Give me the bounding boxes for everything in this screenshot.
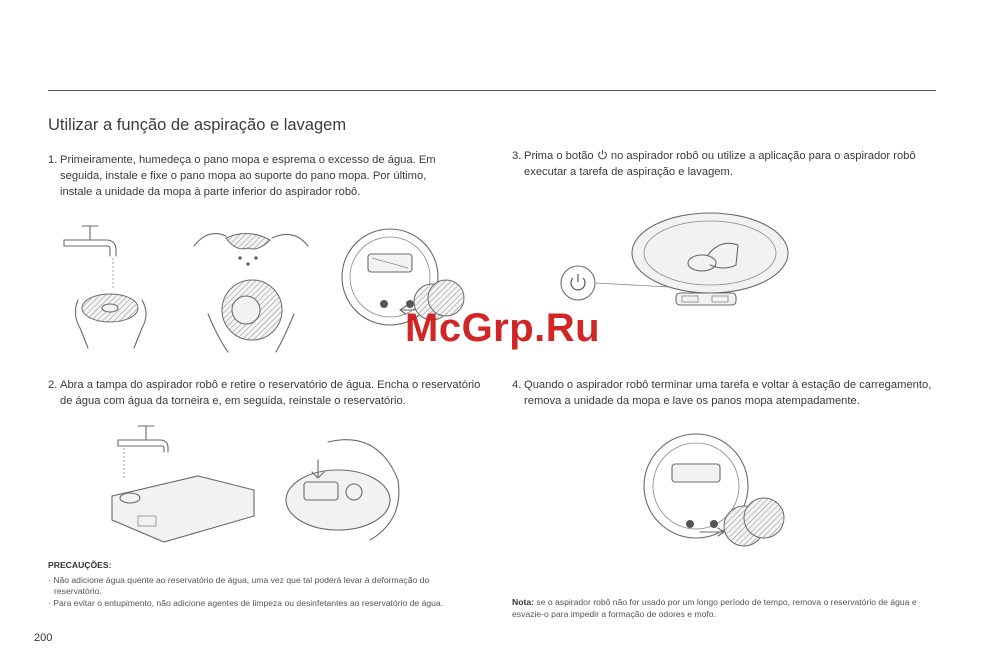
step-4-number: 4.: [512, 379, 522, 391]
step-4-text: Quando o aspirador robô terminar uma tarefa e voltar à estação de carregamento, remova a unidade da mopa e lave os panos mopa atempadamente.: [524, 379, 932, 407]
wet-mop-illustration: [58, 218, 358, 358]
watermark: McGrp.Ru: [405, 306, 601, 350]
precautions: [48, 560, 478, 609]
step-3-number: 3.: [512, 150, 522, 162]
power-icon: [597, 149, 608, 160]
remove-mop-illustration: [640, 428, 790, 553]
step-2-number: 2.: [48, 379, 58, 391]
step-3: [512, 148, 932, 180]
step-1-number: 1.: [48, 154, 58, 166]
page-number: 200: [34, 632, 53, 644]
step-2: [48, 377, 488, 409]
step-3-text: Prima o botão no aspirador robô ou utilize a aplicação para o aspirador robô executar a tarefa de aspiração e lavagem.: [524, 150, 916, 178]
precautions-heading: PRECAUÇÕES:: [48, 560, 112, 570]
top-rule: [48, 90, 936, 91]
step-1: [48, 152, 458, 200]
note-text: se o aspirador robô não for usado por um longo período de tempo, remova o reservatório de água e esvazie-o para impedir a formação de odores e mofo.: [512, 597, 917, 619]
page-title: Utilizar a função de aspiração e lavagem: [48, 116, 347, 134]
note-label: Nota:: [512, 597, 534, 607]
step-2-text: Abra a tampa do aspirador robô e retire o reservatório de água. Encha o reservatório de água com água da torneira e, em seguida, reinstale o reservatório.: [60, 379, 481, 407]
precaution-item: · Não adicione água quente ao reservatório de água, uma vez que tal poderá levar à deformação do reservatório.: [48, 574, 430, 596]
note: [512, 596, 942, 620]
step-4: [512, 377, 952, 409]
step-1-text: Primeiramente, humedeça o pano mopa e esprema o excesso de água. Em seguida, instale e fixe o pano mopa ao suporte do pano mopa. Por último, instale a unidade da mopa à parte inferior do aspirador robô.: [60, 154, 436, 198]
precaution-item: · Para evitar o entupimento, não adicione agentes de limpeza ou desinfetantes ao reservatório de água.: [48, 597, 444, 608]
water-tank-illustration: [108, 420, 408, 555]
